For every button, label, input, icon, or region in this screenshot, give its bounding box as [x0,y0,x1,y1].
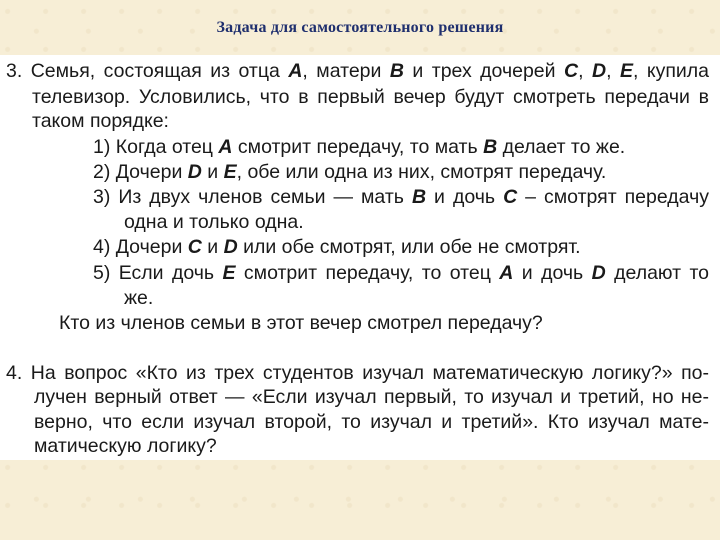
condition-3-line-2: одна и только одна. [124,211,304,233]
problem-3-line-1: 3. Семья, состоящая из отца A, матери B и трех дочерей C, D, E, купила [6,60,709,82]
condition-3-line-1: 3) Из двух членов семьи — мать B и дочь C – смотрят передачу [93,186,709,208]
problem-3-question: Кто из членов семьи в этот вечер смотрел передачу? [59,312,543,334]
condition-2: 2) Дочери D и E, обе или одна из них, смотрят передачу. [93,161,607,183]
problem-3-line-2: телевизор. Условились, что в первый вечер будут смотреть передачи в [32,86,709,108]
problem-4-line-2: лучен верный ответ — «Если изучал первый, то изучал и третий, но не- [34,386,709,408]
condition-4: 4) Дочери C и D или обе смотрят, или обе не смотрят. [93,236,581,258]
condition-5-line-1: 5) Если дочь E смотрит передачу, то отец A и дочь D делают то [93,262,710,284]
problem-4-line-3: верно, что если изучал второй, то изучал и третий». Кто изучал мате- [34,411,709,433]
problem-3-line-3: таком порядке: [32,110,169,132]
condition-1: 1) Когда отец A смотрит передачу, то мать B делает то же. [93,136,626,158]
problem-4-line-1: 4. На вопрос «Кто из трех студентов изучал математическую логику?» по- [6,362,709,384]
problem-panel [0,55,720,460]
problem-4-line-4: матическую логику? [34,435,217,457]
condition-5-line-2: же. [124,287,154,309]
slide-title: Задача для самостоятельного решения [216,19,504,36]
